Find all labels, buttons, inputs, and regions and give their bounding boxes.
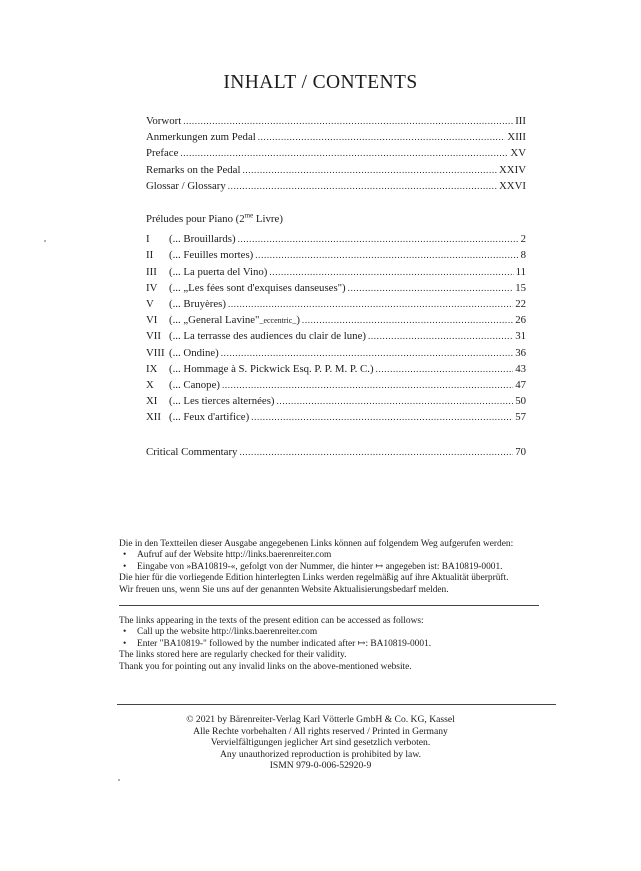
copyright-line: Any unauthorized reproduction is prohibited by law. [219, 748, 422, 760]
toc-entry-page: 50 [515, 395, 526, 408]
toc-entry[interactable] [146, 145, 526, 161]
prelude-title: (... La terrasse des audiences du clair de lune) [169, 330, 366, 343]
leader-dots [222, 377, 513, 393]
leader-dots [180, 145, 508, 161]
scan-speck [44, 240, 46, 242]
scan-speck [118, 779, 120, 781]
links-note-english [119, 616, 579, 673]
toc-entry[interactable] [146, 280, 526, 296]
toc-entry[interactable] [146, 129, 526, 145]
leader-dots [376, 361, 514, 377]
toc-entry-label: Glossar / Glossary [146, 179, 226, 192]
toc-entry-label: Critical Commentary [146, 446, 238, 458]
toc-entry-label: Preface [146, 147, 179, 160]
divider [119, 605, 539, 606]
prelude-number: VIII [146, 346, 165, 359]
prelude-number: IV [146, 281, 158, 294]
copyright-line: Alle Rechte vorbehalten / All rights reserved / Printed in Germany [193, 725, 448, 737]
prelude-number: III [146, 265, 157, 278]
prelude-title: (... Hommage à S. Pickwick Esq. P. P. M. P. C.) [169, 362, 374, 375]
section-heading: Préludes pour Piano ($2^{me}$ Livre) [146, 211, 283, 225]
prelude-number: X [146, 378, 154, 391]
bullet-icon: • [123, 561, 127, 572]
toc-entry-page: 47 [515, 378, 526, 391]
copyright-line: ISMN 979-0-006-52920-9 [269, 760, 372, 772]
copyright-line: © 2021 by Bärenreiter-Verlag Karl Vötterle GmbH & Co. KG, Kassel [186, 714, 455, 725]
toc-entry[interactable] [146, 328, 526, 344]
prelude-title: (... „General Lavine" [169, 314, 260, 327]
bullet-icon: • [123, 627, 127, 638]
prelude-title: (... Brouillards) [169, 233, 236, 246]
note-bullet: • Eingabe von »BA10819-«, gefolgt von der Nummer, die hinter ↦ angegeben ist: BA10819-0001. [123, 561, 503, 572]
toc-entry-page: 43 [515, 362, 526, 375]
prelude-title: (... Canope) [169, 378, 220, 391]
toc-entry[interactable] [146, 264, 526, 280]
toc-entry-page: XIII [507, 131, 526, 144]
toc-entry-page: 70 [515, 446, 526, 458]
toc-entry[interactable] [146, 178, 526, 194]
toc-entry-page: 26 [515, 314, 526, 327]
prelude-title: (... Feux d'artifice) [169, 411, 250, 424]
leader-dots [183, 113, 513, 129]
toc-front-matter [146, 113, 526, 194]
toc-entry-page: 11 [515, 265, 526, 278]
note-bullet: • Aufruf auf der Website http://links.baerenreiter.com [123, 550, 332, 561]
bullet-icon: • [123, 638, 127, 649]
leader-dots [277, 393, 514, 409]
toc-entry[interactable] [146, 162, 526, 178]
toc-entry[interactable] [146, 409, 526, 425]
leader-dots [302, 312, 513, 328]
page-title: INHALT / CONTENTS [223, 72, 418, 93]
copyright-line: Vervielfältigungen jeglicher Art sind gesetzlich verboten. [210, 737, 431, 749]
toc-back-matter [146, 444, 526, 460]
prelude-title-end: ) [296, 314, 300, 327]
leader-dots [269, 264, 513, 280]
toc-entry[interactable] [146, 444, 526, 460]
toc-entry[interactable] [146, 361, 526, 377]
prelude-number: II [146, 249, 154, 262]
note-bullet: • Call up the website http://links.baerenreiter.com [123, 627, 318, 638]
prelude-number: XII [146, 411, 161, 424]
leader-dots [239, 444, 513, 460]
toc-entry-label: Vorwort [146, 115, 182, 127]
toc-entry-page: XV [510, 147, 526, 160]
prelude-title: (... „Les fées sont d'exquises danseuses") [169, 281, 346, 294]
divider [117, 704, 556, 705]
toc-entry[interactable] [146, 113, 526, 129]
toc-entry-page: XXIV [499, 163, 526, 176]
toc-entry-page: 2 [520, 233, 526, 246]
note-line: Wir freuen uns, wenn Sie uns auf der genannten Website Aktualisierungsbedarf melden. [119, 584, 449, 595]
prelude-number: I [146, 233, 150, 246]
leader-dots [228, 296, 513, 312]
toc-preludes [146, 211, 526, 425]
leader-dots [251, 409, 513, 425]
toc-entry-page: 15 [515, 281, 526, 294]
prelude-title: (... Feuilles mortes) [169, 249, 254, 262]
leader-dots [368, 328, 513, 344]
copyright-block [0, 714, 641, 772]
leader-dots [238, 231, 519, 247]
leader-dots [242, 162, 497, 178]
note-line: The links stored here are regularly checked for their validity. [119, 650, 347, 661]
prelude-number: IX [146, 362, 158, 375]
toc-entry-page: XXVI [499, 179, 526, 192]
bullet-icon: • [123, 550, 127, 561]
toc-entry-label: Remarks on the Pedal [146, 163, 241, 176]
note-intro: Die in den Textteilen dieser Ausgabe angegebenen Links können auf folgendem Weg aufgerufen werden: [119, 539, 514, 549]
leader-dots [221, 345, 513, 361]
leader-dots [228, 178, 497, 194]
prelude-title: (... Bruyères) [169, 297, 226, 310]
toc-entry-page: 36 [515, 346, 526, 359]
toc-entry[interactable] [146, 393, 526, 409]
prelude-title: (... La puerta del Vino) [169, 265, 268, 278]
toc-entry[interactable] [146, 345, 526, 361]
leader-dots [258, 129, 506, 145]
note-line: Die hier für die vorliegende Edition hinterlegten Links werden regelmäßig auf ihre Aktualität überprüft. [119, 573, 509, 584]
prelude-title: (... Ondine) [169, 346, 219, 359]
toc-entry[interactable] [146, 231, 526, 247]
toc-entry[interactable] [146, 312, 526, 328]
toc-entry-page: 57 [515, 411, 526, 424]
toc-entry[interactable] [146, 247, 526, 263]
note-intro: The links appearing in the texts of the present edition can be accessed as follows: [119, 616, 424, 626]
prelude-title: (... Les tierces alternées) [169, 395, 275, 408]
prelude-number: VI [146, 314, 158, 327]
toc-entry-page: III [515, 115, 526, 127]
prelude-number: XI [146, 395, 158, 408]
links-note-german [119, 539, 579, 596]
toc-entry[interactable] [146, 377, 526, 393]
leader-dots [255, 247, 518, 263]
toc-entry-page: 8 [520, 249, 526, 262]
note-bullet: • Enter "BA10819-" followed by the number indicated after ↦: BA10819-0001. [123, 638, 432, 649]
prelude-number: V [146, 297, 154, 310]
toc-entry[interactable] [146, 296, 526, 312]
toc-entry-page: 31 [515, 330, 526, 343]
leader-dots [348, 280, 514, 296]
prelude-number: VII [146, 330, 161, 343]
toc-entry-page: 22 [515, 297, 526, 310]
note-line: Thank you for pointing out any invalid links on the above-mentioned website. [119, 661, 412, 672]
toc-entry-label: Anmerkungen zum Pedal [146, 131, 256, 144]
tempo-marking: _eccentric_ [259, 316, 297, 326]
